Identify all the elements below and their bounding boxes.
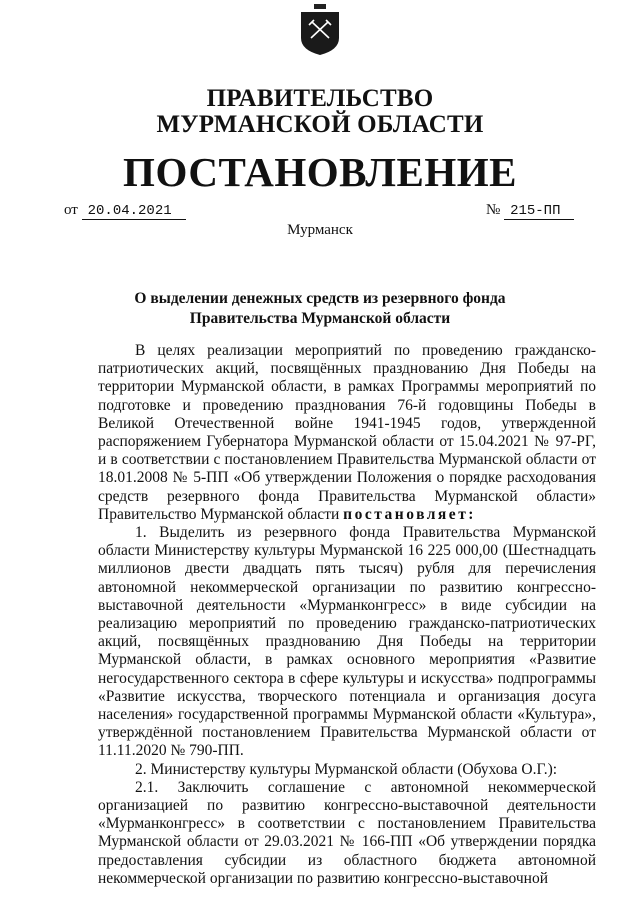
document-date: 20.04.2021 [82,203,186,220]
coat-of-arms-icon [299,4,341,56]
number-prefix: № [486,202,501,218]
city-name: Мурманск [287,222,353,238]
item-2: 2. Министерству культуры Мурманской области (Обухова О.Г.): [135,760,558,778]
date-prefix: от [64,202,78,218]
document-body [98,342,596,888]
preamble-text: В целях реализации мероприятий по проведению гражданско-патриотических акций, посвящённых празднованию Дня Победы на территории Мурманской области, в рамках Программы мероприятий по подготовке и проведению празднования 76-й годовщины Победы в Великой Отечественной войне 1941-1945 годов, утвержденной распоряжением Губернатора Мурманской области от 15.04.2021 № 97-РГ, и в соответствии с постановлением Правительства Мурманской области от 18.01.2008 № 5-ПП «Об утверждении Положения о порядке расходования средств резервного фонда Правительства Мурманской области» Правительство Мурманской области [98,342,596,523]
number-row [486,202,574,220]
document-type: ПОСТАНОВЛЕНИЕ [123,149,517,195]
document-number: 215-ПП [504,203,574,220]
document-subject [0,289,640,329]
org-name-line2: МУРМАНСКОЙ ОБЛАСТИ [156,111,484,138]
subject-line1: О выделении денежных средств из резервного фонда [134,290,506,307]
item-1: 1. Выделить из резервного фонда Правительства Мурманской области Министерству культуры Мурманской 16 225 000,00 (Шестнадцать миллионов двести двадцать пять тысяч) рубля для перечисления автономной некоммерческой организации по развитию конгрессно-выставочной деятельности «Мурманконгресс» в виде субсидии на реализацию мероприятий по проведению гражданско-патриотических акций, посвящённых празднованию Дня Победы на территории Мурманской области, в рамках основного мероприятия «Развитие негосударственного сектора в сфере культуры и искусства» подпрограммы «Развитие искусства, творческого потенциала и организация досуга населения» государственной программы Мурманской области «Культура», утверждённой постановлением Правительства Мурманской области от 11.11.2020 № 790-ПП. [98,524,596,760]
preamble-paragraph [98,342,596,524]
date-row [64,202,186,220]
subject-line2: Правительства Мурманской области [189,310,451,327]
item-2-1: 2.1. Заключить соглашение с автономной некоммерческой организацией по развитию конгрессно-выставочной деятельности «Мурманконгресс» в соответствии с постановлением Правительства Мурманской области от 29.03.2021 № 166-ПП «Об утверждении порядка предоставления субсидии из областного бюджета автономной некоммерческой организации по развитию конгрессно-выставочной [98,778,596,887]
org-name-line1: ПРАВИТЕЛЬСТВО [206,85,434,112]
decree-word: постановляет: [343,505,476,523]
